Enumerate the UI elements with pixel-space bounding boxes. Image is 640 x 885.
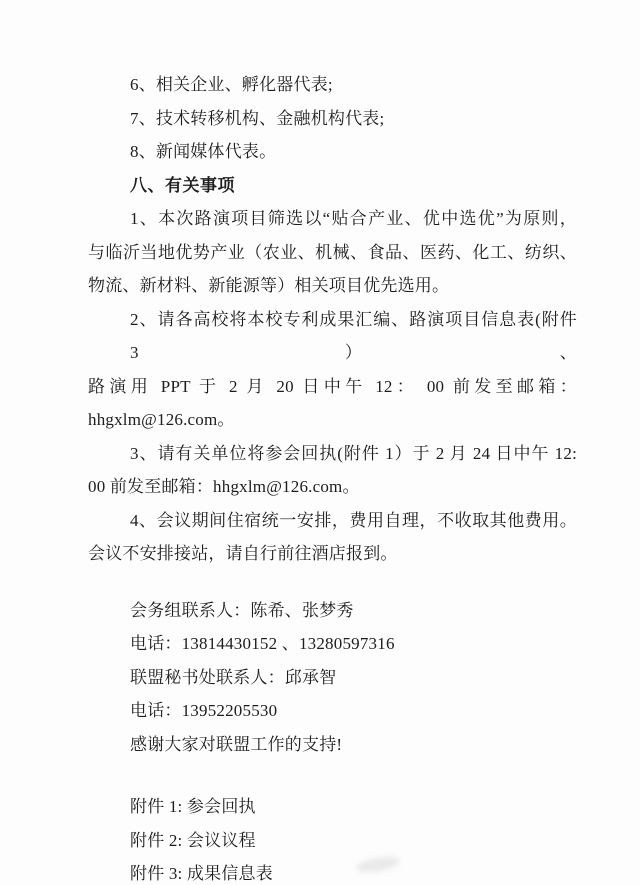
contact-organizer-names: 会务组联系人：陈希、张梦秀 (130, 600, 354, 620)
contact-secretariat-name: 联盟秘书处联系人：邱承智 (130, 667, 337, 687)
thanks-note: 感谢大家对联盟工作的支持! (130, 734, 343, 754)
document-content (88, 68, 577, 885)
item1-line1: 1、本次路演项目筛选以“贴合产业、优中选优”为原则， (130, 209, 577, 228)
item4-line1: 4、会议期间住宿统一安排，费用自理，不收取其他费用。 (130, 510, 577, 530)
item2-line1: 2、请各高校将本校专利成果汇编、路演项目信息表(附件 3）、 (130, 309, 577, 362)
item2-line3-email: hhgxlm@126.com。 (88, 410, 235, 429)
contact-organizer-phones: 电话：13814430152 、13280597316 (130, 634, 395, 653)
item1-line2: 与临沂当地优势产业（农业、机械、食品、医药、化工、纺织、 (88, 242, 577, 262)
contact-secretariat-phone: 电话：13952205530 (130, 701, 278, 720)
item1-line3: 物流、新材料、新能源等）相关项目优先选用。 (88, 276, 450, 295)
item4-line2: 会议不安排接站，请自行前往酒店报到。 (88, 544, 398, 563)
item2-line2: 路演用 PPT 于 2 月 20 日中午 12： 00 前发至邮箱： (88, 376, 577, 396)
attachment-3: 附件 3: 成果信息表 (130, 864, 273, 883)
attendee-list-item-6: 6、相关企业、孵化器代表; (130, 75, 333, 94)
item3-line1: 3、请有关单位将参会回执(附件 1）于 2 月 24 日中午 12: (130, 443, 577, 463)
attachment-2: 附件 2: 会议议程 (130, 830, 256, 850)
attendee-list-item-8: 8、新闻媒体代表。 (130, 142, 277, 161)
item3-line2: 00 前发至邮箱：hhgxlm@126.com。 (88, 477, 360, 496)
attendee-list-item-7: 7、技术转移机构、金融机构代表; (130, 108, 385, 128)
attachment-1: 附件 1: 参会回执 (130, 797, 256, 816)
section-heading: 八、有关事项 (130, 175, 235, 195)
